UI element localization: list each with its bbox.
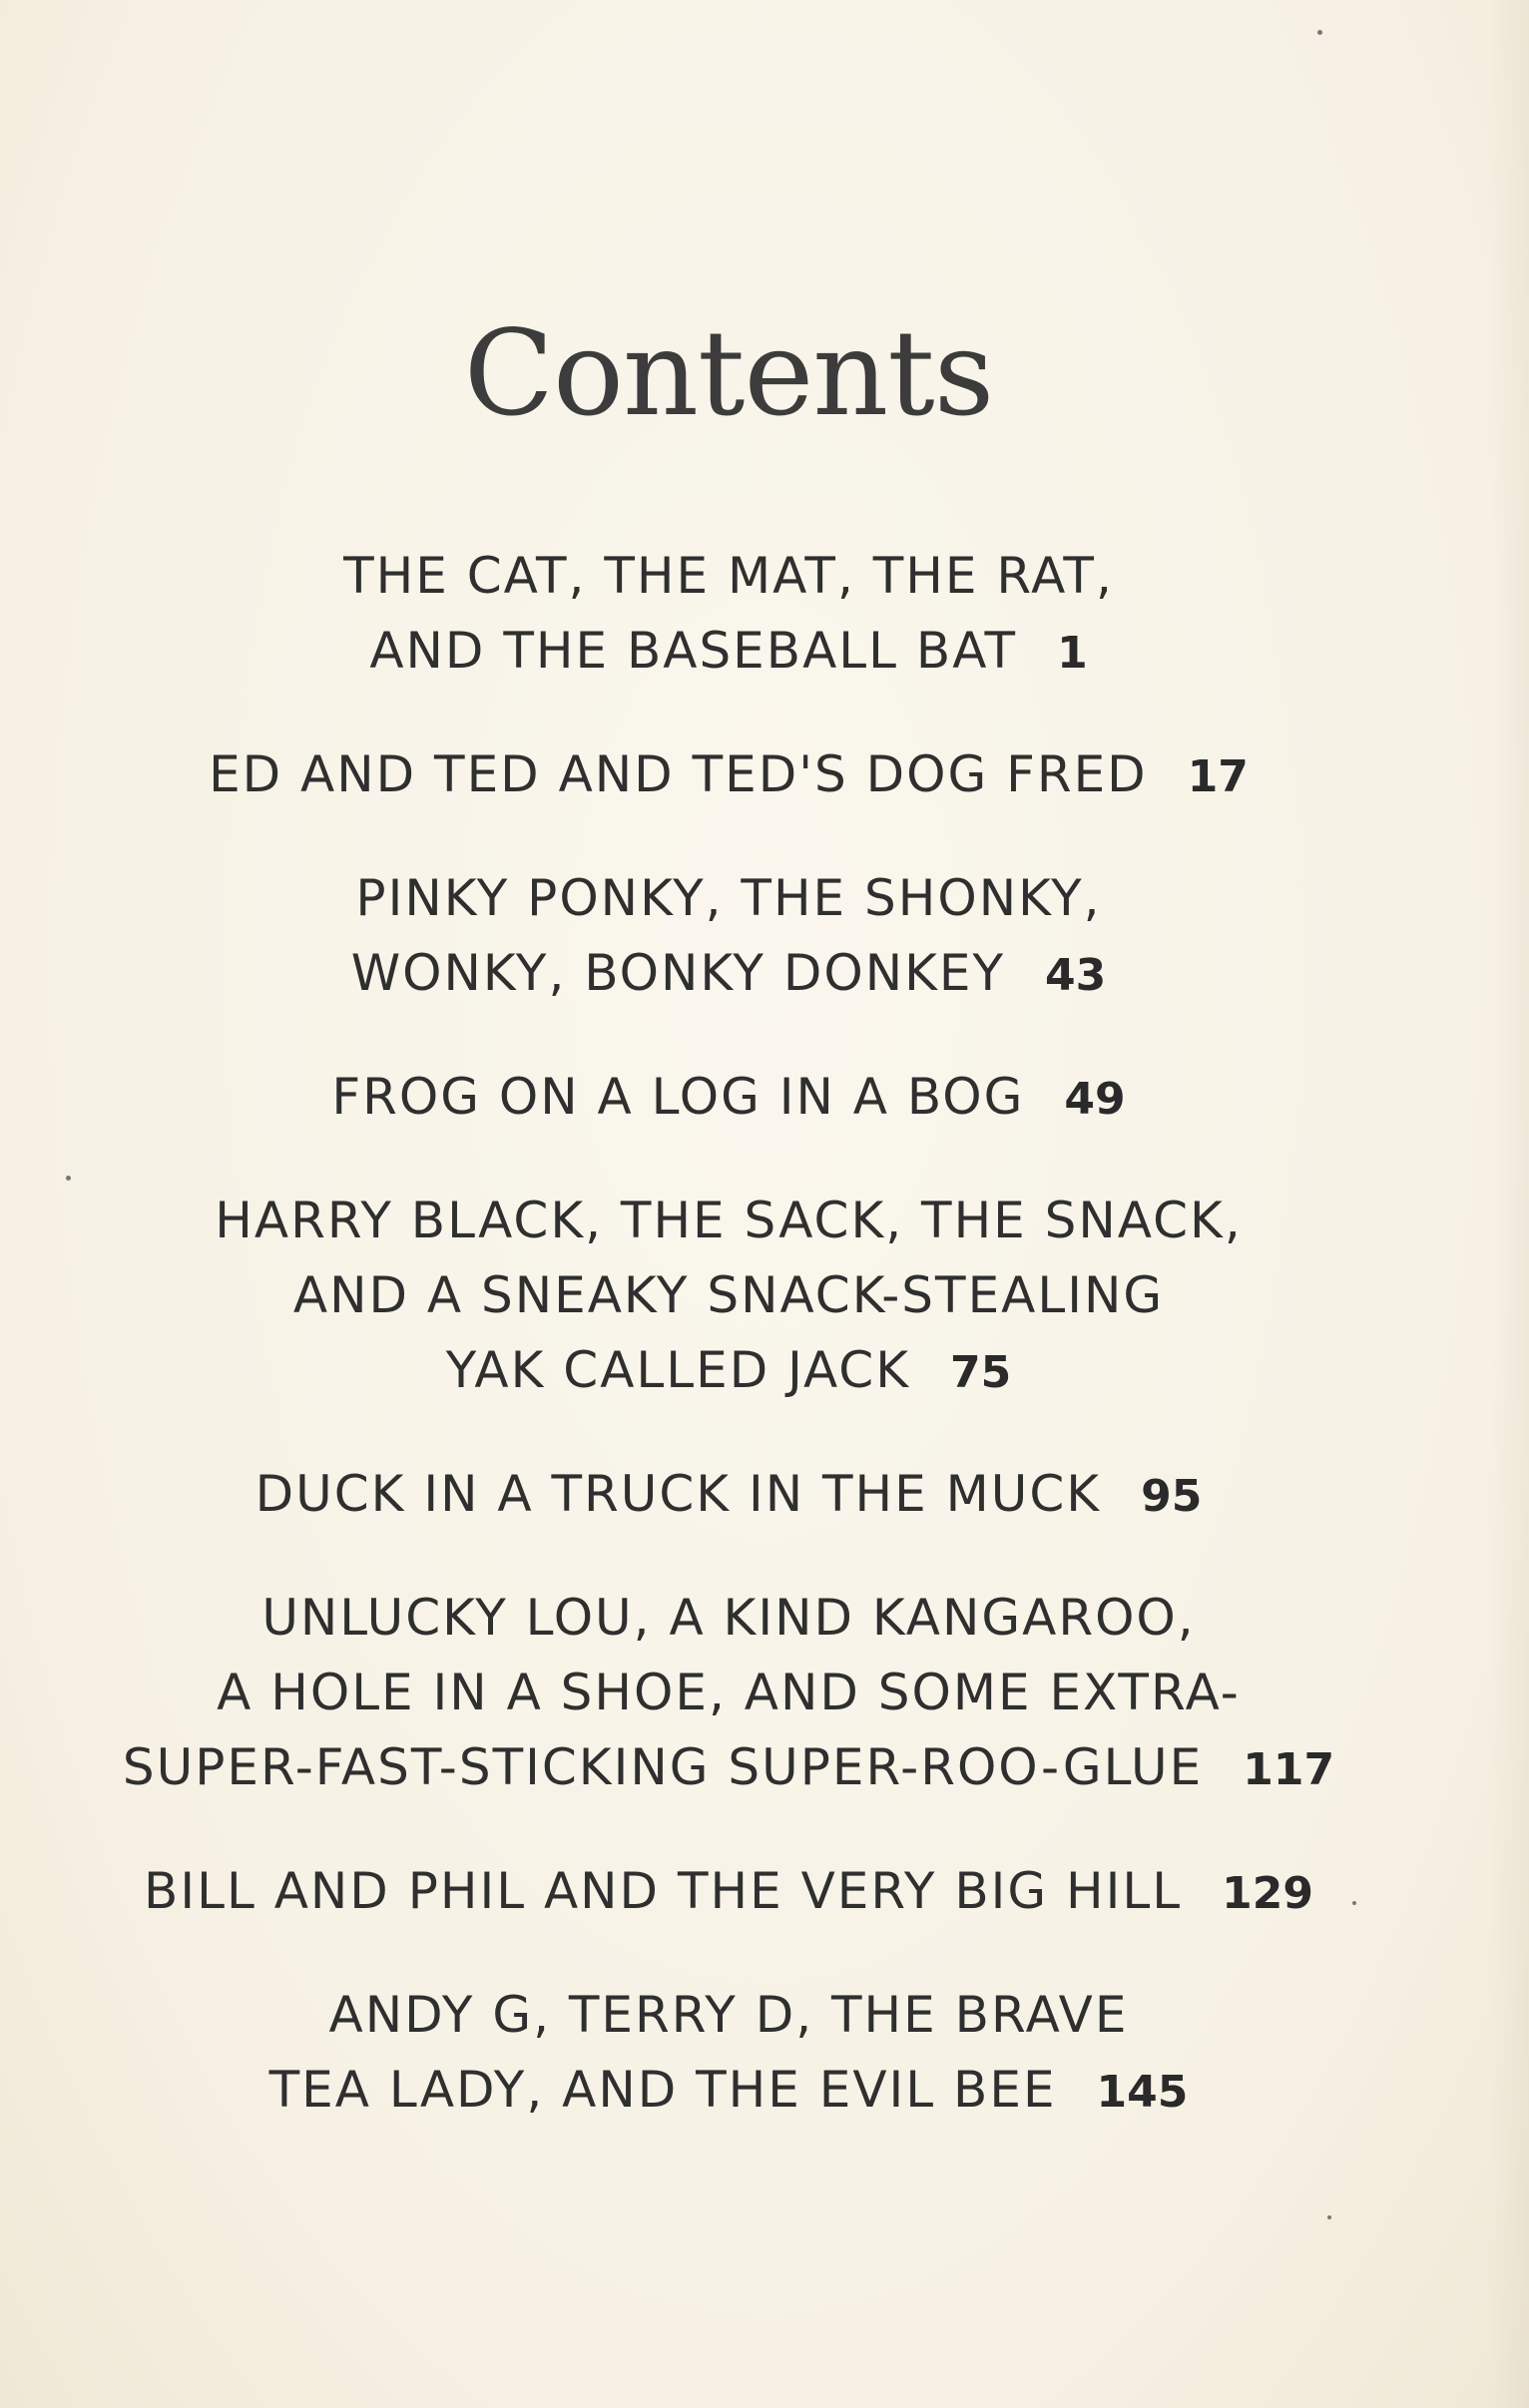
contents-entry (0, 737, 1457, 814)
page-number: 43 (1045, 950, 1107, 1001)
page-number: 49 (1064, 1074, 1126, 1125)
contents-entry (0, 1854, 1457, 1931)
page-title: Contents (463, 304, 994, 442)
page-number: 117 (1243, 1744, 1335, 1795)
page-number: 75 (950, 1347, 1012, 1398)
entry-title-line: HARRY BLACK, THE SACK, THE SNACK, (215, 1192, 1243, 1249)
entry-title-line: PINKY PONKY, THE SHONKY, (355, 869, 1102, 927)
contents-entry (0, 1978, 1457, 2130)
entry-title-text: FROG ON A LOG IN A BOG (331, 1068, 1025, 1126)
entry-title-text: WONKY, BONKY DONKEY (350, 944, 1006, 1002)
entry-title-line (0, 1060, 1457, 1137)
entry-title-line: ANDY G, TERRY D, THE BRAVE (328, 1986, 1129, 2044)
contents-entry (0, 539, 1457, 691)
entry-title-text: TEA LADY, AND THE EVIL BEE (268, 2061, 1057, 2119)
entry-title-line (0, 2053, 1457, 2130)
entry-title-text: ED AND TED AND TED'S DOG FRED (209, 745, 1148, 803)
entry-title-text: AND THE BASEBALL BAT (369, 622, 1018, 680)
page-edge-shadow (1489, 0, 1529, 2408)
entry-title-line (0, 1457, 1457, 1534)
page-number: 17 (1187, 751, 1249, 802)
entry-title-text: DUCK IN A TRUCK IN THE MUCK (255, 1465, 1102, 1523)
entry-title-line (0, 1730, 1457, 1807)
paper-speck (1327, 2215, 1331, 2219)
entry-title-line: THE CAT, THE MAT, THE RAT, (343, 547, 1114, 605)
entry-title-text: YAK CALLED JACK (445, 1341, 911, 1399)
entry-title-line: AND A SNEAKY SNACK-STEALING (292, 1266, 1165, 1324)
contents-entry (0, 861, 1457, 1013)
entry-title-line (0, 737, 1457, 814)
entry-title-line: A HOLE IN A SHOE, AND SOME EXTRA- (217, 1664, 1241, 1721)
contents-entry (0, 1581, 1457, 1807)
entry-title-line (0, 936, 1457, 1013)
entry-title-line: UNLUCKY LOU, A KIND KANGAROO, (261, 1589, 1196, 1647)
page-number: 95 (1141, 1471, 1203, 1522)
entry-title-text: BILL AND PHIL AND THE VERY BIG HILL (144, 1862, 1183, 1920)
page-number: 1 (1057, 628, 1088, 679)
contents-entry (0, 1457, 1457, 1534)
page-number: 129 (1222, 1868, 1313, 1919)
contents-entry (0, 1060, 1457, 1137)
contents-list (0, 539, 1457, 2176)
paper-speck (1317, 30, 1322, 35)
contents-entry (0, 1184, 1457, 1410)
page-number: 145 (1096, 2067, 1189, 2118)
entry-title-text: SUPER-FAST-STICKING SUPER-ROO-GLUE (122, 1738, 1204, 1796)
entry-title-line (0, 614, 1457, 691)
entry-title-line (0, 1333, 1457, 1410)
entry-title-line (0, 1854, 1457, 1931)
